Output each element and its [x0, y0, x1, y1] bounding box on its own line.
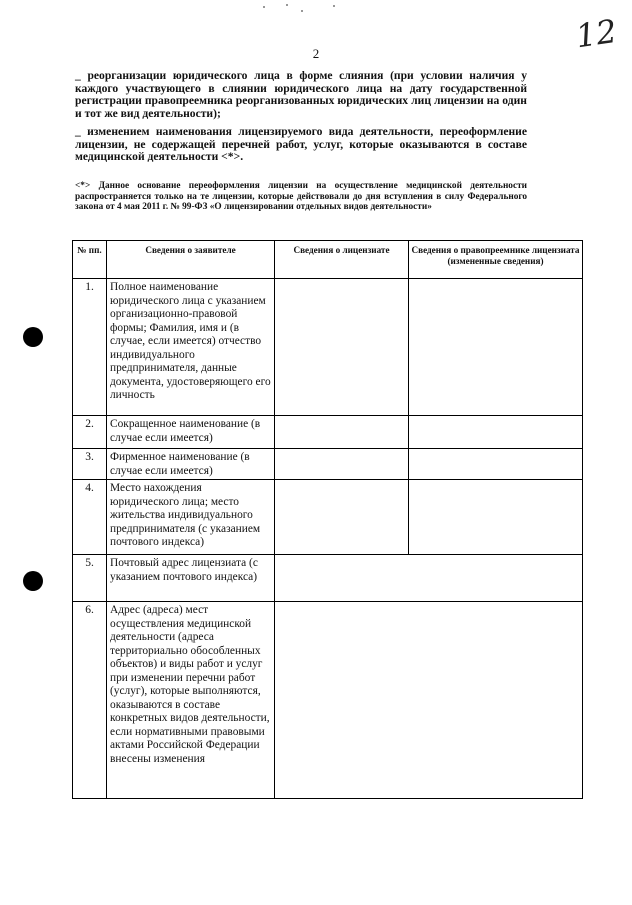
punch-hole-bottom [23, 571, 43, 591]
application-table [72, 240, 583, 799]
paragraph-name-change: _ изменением наименования лицензируемого вида деятельности, переоформление лицензии, не содержащей перечней работ, услуг, которые оказываются в составе медицинской деятельности <*>. [75, 125, 527, 164]
row-label: Почтовый адрес лицензиата (с указанием почтового индекса) [107, 555, 275, 602]
header-successor: Сведения о правопреемнике лицензиата (измененные сведения) [409, 241, 583, 279]
licensee-cell[interactable] [275, 449, 409, 480]
footnote: <*> Данное основание переоформления лицензии на осуществление медицинской деятельности распространяется только на те лицензии, которые действовали до дня вступления в силу Федерального закона от 4 мая 2011 г. № 99-ФЗ «О лицензировании отдельных видов деятельности» [75, 181, 527, 213]
table-row [73, 416, 583, 449]
table-row [73, 555, 583, 602]
row-label: Сокращенное наименование (в случае если имеется) [107, 416, 275, 449]
table-row [73, 602, 583, 799]
licensee-cell[interactable] [275, 480, 409, 555]
table-row [73, 480, 583, 555]
row-label: Полное наименование юридического лица с указанием организационно-правовой формы; Фамилия, имя и (в случае, если имеется) отчество индивидуального предпринимателя, данные документа, удостоверяющего его личность [107, 279, 275, 416]
successor-cell[interactable] [409, 416, 583, 449]
scan-speck [286, 4, 288, 6]
licensee-cell[interactable] [275, 416, 409, 449]
header-applicant: Сведения о заявителе [107, 241, 275, 279]
row-number: 5. [73, 555, 107, 602]
header-number: № пп. [73, 241, 107, 279]
page-number: 2 [312, 46, 320, 61]
row-label: Адрес (адреса) мест осуществления медицинской деятельности (адреса территориально обособленных объектов) и виды работ и услуг при изменении перечни работ (услуг), которые выполняются, оказываются в составе конкретных видов деятельности, если нормативными правовыми актами Российской Федерации внесены изменения [107, 602, 275, 799]
paragraph-reorganization: _ реорганизации юридического лица в форме слияния (при условии наличия у каждого участвующего в слиянии юридического лица на дату государственной регистрации правопреемника реорганизованных юридических лиц лицензии на один и тот же вид деятельности); [75, 69, 527, 120]
row-label: Фирменное наименование (в случае если имеется) [107, 449, 275, 480]
punch-hole-top [23, 327, 43, 347]
table-row [73, 449, 583, 480]
value-cell[interactable] [275, 555, 583, 602]
table-header-row [73, 241, 583, 279]
row-label: Место нахождения юридического лица; место жительства индивидуального предпринимателя (с указанием почтового индекса) [107, 480, 275, 555]
successor-cell[interactable] [409, 480, 583, 555]
row-number: 4. [73, 480, 107, 555]
value-cell[interactable] [275, 602, 583, 799]
row-number: 6. [73, 602, 107, 799]
licensee-cell[interactable] [275, 279, 409, 416]
handwritten-folio-number: 12 [573, 12, 620, 56]
successor-cell[interactable] [409, 279, 583, 416]
row-number: 1. [73, 279, 107, 416]
row-number: 3. [73, 449, 107, 480]
header-licensee: Сведения о лицензиате [275, 241, 409, 279]
scan-speck [263, 6, 265, 8]
successor-cell[interactable] [409, 449, 583, 480]
scan-speck [301, 10, 303, 12]
scan-speck [333, 5, 335, 7]
row-number: 2. [73, 416, 107, 449]
table-row [73, 279, 583, 416]
